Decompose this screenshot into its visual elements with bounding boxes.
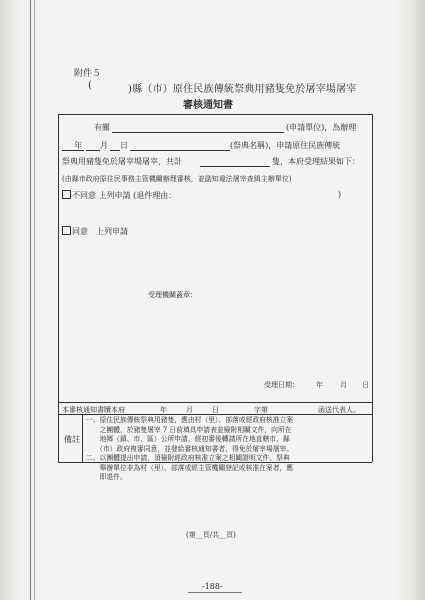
date-label: 受理日期： bbox=[264, 381, 299, 389]
line3-suffix: 隻，本府受理結果如下： bbox=[272, 157, 360, 166]
review-note: (由縣市政府原住民事務主管機關辦理審核，並副知違法屠宰查緝主辦單位) bbox=[62, 175, 292, 183]
date-month: 月 bbox=[340, 381, 347, 389]
binding-edge-line-2 bbox=[34, 0, 35, 600]
line1-prefix: 有關 bbox=[94, 123, 110, 132]
line2-year: 年 bbox=[74, 141, 82, 150]
pig-count-blank bbox=[200, 166, 270, 167]
line2-day: 日 bbox=[120, 141, 128, 150]
document-title: )縣（市）原住民族傳統祭典用豬隻免於屠宰場屠宰 bbox=[128, 84, 357, 95]
remarks-item2-line: 即退件。 bbox=[86, 473, 127, 481]
date-day: 日 bbox=[362, 381, 369, 389]
notice-a: 本審核通知書牘本府 bbox=[62, 406, 125, 414]
title-open-paren: ( bbox=[88, 80, 92, 91]
line2-ceremony: (祭典名稱)，申請原住民族傳統 bbox=[230, 141, 341, 150]
reject-close-paren: ) bbox=[338, 190, 342, 199]
remarks-item2-line: 舉辦單位非為村（里）、部落或經主管機關登記或核准在案者，應 bbox=[86, 463, 294, 472]
page-number: -188- bbox=[202, 582, 223, 591]
approve-checkbox[interactable] bbox=[62, 226, 71, 235]
remarks-item1-line: 之團體，於豬隻屠宰 7 日前填具申請表並檢附相關文件，向所在 bbox=[86, 425, 292, 434]
line3-prefix: 祭典用豬隻免於屠宰場屠宰，共計 bbox=[62, 157, 182, 166]
seal-label: 受理機關蓋章： bbox=[148, 291, 197, 299]
approve-option[interactable] bbox=[62, 226, 128, 237]
attachment-label: 附件５ bbox=[74, 69, 102, 79]
day-blank bbox=[110, 150, 120, 151]
applicant-blank bbox=[112, 132, 284, 133]
frame-left bbox=[58, 114, 59, 462]
remarks-item2-line: 二、以團體提出申請，須檢附經政府核准立案之相關證明文件。祭典 bbox=[86, 454, 290, 462]
remarks-divider bbox=[82, 414, 83, 462]
remarks-item1-line: 一、原住民族傳統祭典用豬隻，應由村（里）、部落或經政府核准立案 bbox=[86, 416, 294, 424]
frame-rule-notice bbox=[58, 402, 372, 403]
reject-checkbox[interactable] bbox=[62, 190, 71, 199]
line1-suffix: (申請單位)，為辦理 bbox=[286, 123, 357, 132]
reject-option[interactable] bbox=[62, 190, 176, 201]
notice-doc-no: 字第 bbox=[254, 406, 268, 414]
month-blank bbox=[86, 150, 100, 151]
frame-top bbox=[58, 114, 372, 115]
notice-month: 月 bbox=[186, 406, 193, 414]
remarks-item1-line: （市）政府複審同意，並發給審核通知書者，得免於屠宰場屠宰。 bbox=[86, 444, 294, 453]
remarks-label: 備註 bbox=[64, 435, 80, 444]
frame-right bbox=[372, 114, 373, 462]
page-number-rule bbox=[188, 592, 242, 593]
line2-month: 月 bbox=[100, 141, 108, 150]
notice-day: 日 bbox=[212, 406, 219, 414]
notice-send: 函送代表人。 bbox=[318, 406, 360, 414]
date-year: 年 bbox=[316, 381, 323, 389]
ceremony-name-blank bbox=[130, 150, 230, 151]
remarks-list bbox=[86, 416, 370, 483]
document-subtitle: 審核通知書 bbox=[183, 100, 233, 111]
reject-label: 不同意 上列申請 (退件理由： bbox=[72, 191, 177, 200]
page-of-indicator: (第__頁/共__頁) bbox=[186, 531, 236, 539]
binding-edge-line bbox=[30, 0, 31, 600]
approve-label: 同意 上列申請 bbox=[72, 227, 128, 236]
remarks-item1-line: 地鄉（鎮、市、區）公所申請，經初審後轉請所在地直轄市、縣 bbox=[86, 435, 290, 443]
notice-year: 年 bbox=[160, 406, 167, 414]
